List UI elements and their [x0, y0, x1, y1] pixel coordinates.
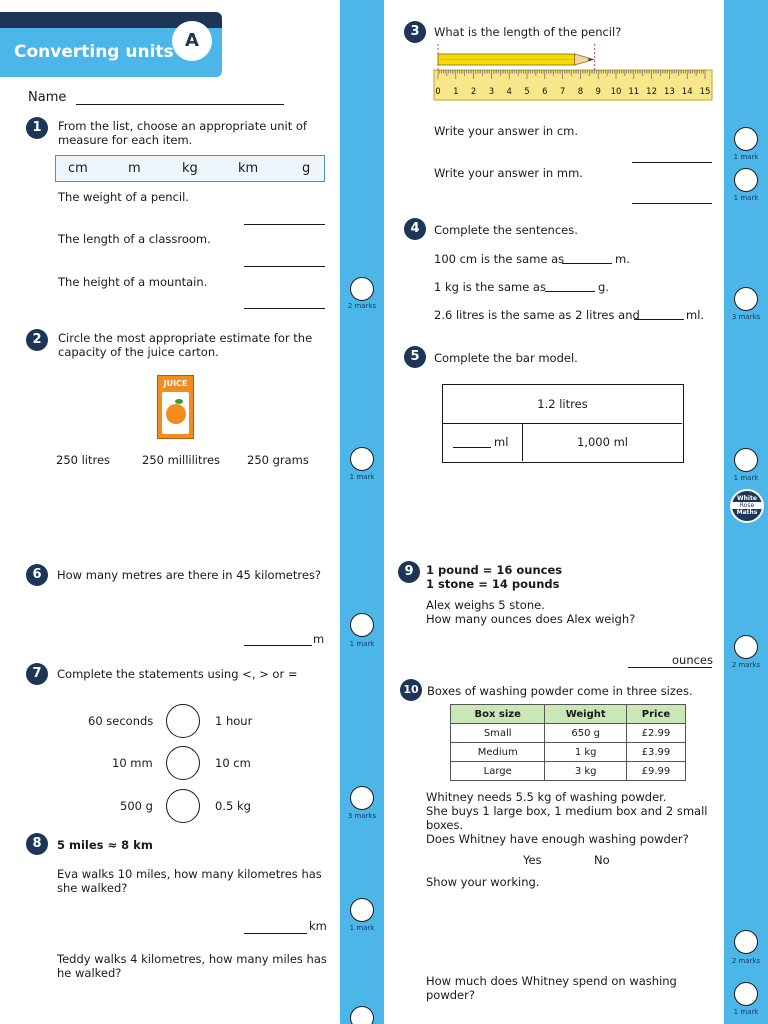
name-label: Name: [28, 90, 67, 105]
q4-answer-line-2[interactable]: [545, 291, 595, 292]
q7-comparison-circle[interactable]: [166, 746, 200, 780]
q3-cm-answer-line[interactable]: [632, 162, 712, 163]
q7-prompt: Complete the statements using <, > or =: [57, 667, 298, 681]
orange-fruit-icon: [166, 404, 186, 424]
q4-sentence-2-end: g.: [598, 280, 609, 294]
ruler-tick-label: 15: [699, 87, 711, 97]
table-cell: Small: [451, 724, 545, 743]
q10-prompt: Boxes of washing powder come in three sizes.: [427, 684, 693, 698]
q6-marks-label: 1 mark: [349, 640, 375, 648]
q10-no-option[interactable]: No: [594, 853, 610, 867]
q6-prompt: How many metres are there in 45 kilometres?: [57, 568, 322, 582]
q7-row-right: 0.5 kg: [215, 799, 251, 813]
question-3-number: 3: [404, 21, 426, 43]
q8-mark-circle[interactable]: [350, 898, 374, 922]
q7-marks-label: 3 marks: [347, 812, 377, 820]
ruler-and-pencil-image: [432, 44, 714, 102]
q2-option[interactable]: 250 litres: [56, 453, 111, 467]
table-row: [451, 743, 686, 762]
q9-line-2: How many ounces does Alex weigh?: [426, 612, 636, 626]
q1-item: The weight of a pencil.: [58, 190, 189, 204]
q1-answer-line[interactable]: [244, 266, 325, 267]
q7-mark-circle[interactable]: [350, 786, 374, 810]
q4-sentence-2-start: 1 kg is the same as: [434, 280, 546, 294]
q8-eva-line2: she walked?: [57, 881, 128, 895]
q2-marks-label: 1 mark: [349, 473, 375, 481]
unit-option: cm: [68, 161, 88, 176]
leaf-icon: [175, 399, 183, 404]
table-cell: 650 g: [545, 724, 627, 743]
version-badge: A: [172, 21, 212, 61]
question-8-number: 8: [26, 833, 48, 855]
q6-answer-line[interactable]: [244, 645, 312, 646]
q3-ask-cm: Write your answer in cm.: [434, 124, 579, 138]
q1-answer-line[interactable]: [244, 308, 325, 309]
ruler-tick-label: 13: [663, 87, 675, 97]
q9-fact-1: 1 pound = 16 ounces: [426, 563, 563, 577]
q9-unit: ounces: [672, 653, 714, 667]
q4-answer-line-1[interactable]: [562, 263, 612, 264]
ruler-tick-label: 4: [506, 87, 512, 97]
q10-spend-line-2: powder?: [426, 988, 475, 1002]
q1-prompt-line1: From the list, choose an appropriate unit of: [58, 119, 307, 133]
table-cell: £2.99: [626, 724, 685, 743]
q1-item: The length of a classroom.: [58, 232, 211, 246]
price-table-header-row: [451, 705, 686, 724]
logo-text-white: White: [737, 495, 757, 502]
q3-prompt: What is the length of the pencil?: [434, 25, 622, 39]
table-cell: 3 kg: [545, 762, 627, 781]
q2-prompt-line1: Circle the most appropriate estimate for the: [58, 331, 313, 345]
question-7-number: 7: [26, 663, 48, 685]
bar-model-whole: [443, 385, 682, 424]
bar-model-answer-line[interactable]: [453, 447, 491, 448]
q8-teddy-line1: Teddy walks 4 kilometres, how many miles has: [57, 952, 327, 966]
q9-answer-line[interactable]: [628, 667, 712, 668]
q10-marks-label-a: 2 marks: [731, 957, 761, 965]
q1-marks-label: 2 marks: [347, 302, 377, 310]
q10-spend-line-1: How much does Whitney spend on washing: [426, 974, 677, 988]
price-table-header: Price: [626, 705, 685, 724]
juice-carton-image: [157, 375, 194, 439]
logo-text-rose: Rose: [732, 502, 762, 509]
question-4-number: 4: [404, 218, 426, 240]
q10-line-1: Whitney needs 5.5 kg of washing powder.: [426, 790, 667, 804]
q3-mm-marks-label: 1 mark: [733, 194, 759, 202]
q8-fact: 5 miles ≈ 8 km: [57, 838, 153, 852]
ruler-tick-label: 3: [488, 87, 495, 97]
q10-marks-label-b: 1 mark: [733, 1008, 759, 1016]
q8-eva-line1: Eva walks 10 miles, how many kilometres has: [57, 867, 322, 881]
logo-text-maths: Maths: [736, 509, 758, 516]
q4-answer-line-3[interactable]: [634, 319, 684, 320]
q9-fact-2: 1 stone = 14 pounds: [426, 577, 560, 591]
question-6-number: 6: [26, 564, 48, 586]
q6-unit: m: [313, 632, 325, 646]
q10-line-2: She buys 1 large box, 1 medium box and 2 small: [426, 804, 708, 818]
q1-mark-circle[interactable]: [350, 277, 374, 301]
q7-row-right: 1 hour: [215, 714, 253, 728]
q4-prompt: Complete the sentences.: [434, 223, 578, 237]
q7-comparison-circle[interactable]: [166, 789, 200, 823]
q5-marks-label: 1 mark: [733, 474, 759, 482]
q4-sentence-3-end: ml.: [686, 308, 705, 322]
q3-cm-mark-circle[interactable]: [734, 127, 758, 151]
q10-mark-circle-a[interactable]: [734, 930, 758, 954]
bar-model-part-left[interactable]: [443, 424, 523, 461]
ruler-tick-label: 7: [559, 87, 566, 97]
ruler-tick-label: 10: [610, 87, 622, 97]
question-1-number: 1: [26, 117, 48, 139]
q8-teddy-line2: he walked?: [57, 966, 122, 980]
ruler-tick-label: 8: [577, 87, 584, 97]
q8-answer-line[interactable]: [244, 933, 307, 934]
bar-model-whole-value: 1.2 litres: [537, 397, 588, 411]
ruler-tick-label: 11: [628, 87, 640, 97]
q7-row-right: 10 cm: [215, 756, 251, 770]
q10-line-4: Does Whitney have enough washing powder?: [426, 832, 689, 846]
unit-option: g: [302, 161, 311, 176]
table-cell: 1 kg: [545, 743, 627, 762]
question-5-number: 5: [404, 346, 426, 368]
ruler-tick-label: 9: [595, 87, 601, 97]
q10-mark-circle-b[interactable]: [734, 982, 758, 1006]
ruler-tick-label: 2: [470, 87, 477, 97]
q7-comparison-circle[interactable]: [166, 704, 200, 738]
bar-model: [442, 384, 684, 463]
pencil-lead: [589, 58, 595, 61]
q2-option[interactable]: 250 grams: [247, 453, 309, 467]
price-table-header: Box size: [451, 705, 545, 724]
q7-row-left: 60 seconds: [88, 714, 154, 728]
unit-list-box: [55, 155, 325, 182]
q4-sentence-1-end: m.: [615, 252, 630, 266]
q8-unit: km: [309, 919, 327, 933]
white-rose-maths-logo: [730, 489, 764, 523]
q9-marks-label: 2 marks: [731, 661, 761, 669]
ruler-tick-label: 1: [453, 87, 459, 97]
q2-option[interactable]: 250 millilitres: [142, 453, 221, 467]
question-2-number: 2: [26, 329, 48, 351]
page-title: Converting units: [14, 42, 174, 62]
q3-ask-mm: Write your answer in mm.: [434, 166, 583, 180]
ruler-tick-label: 6: [542, 87, 548, 97]
unit-option: m: [128, 161, 141, 176]
q9-line-1: Alex weighs 5 stone.: [426, 598, 545, 612]
q2-mark-circle[interactable]: [350, 447, 374, 471]
pencil-tip: [575, 54, 589, 65]
q3-mm-mark-circle[interactable]: [734, 168, 758, 192]
q4-mark-circle[interactable]: [734, 287, 758, 311]
bar-model-part-right-value: 1,000 ml: [577, 435, 628, 449]
q8-marks-label: 1 mark: [349, 924, 375, 932]
q6-mark-circle[interactable]: [350, 613, 374, 637]
table-cell: Large: [451, 762, 545, 781]
q4-sentence-1-start: 100 cm is the same as: [434, 252, 565, 266]
q3-cm-marks-label: 1 mark: [733, 153, 759, 161]
q10-yes-option[interactable]: Yes: [523, 853, 542, 867]
left-margin-strip: [340, 0, 384, 1024]
q4-sentence-3-start: 2.6 litres is the same as 2 litres and: [434, 308, 640, 322]
table-cell: Medium: [451, 743, 545, 762]
bar-model-part-right: [523, 424, 682, 461]
ruler-tick-label: 12: [646, 87, 658, 97]
bar-model-part-left-unit: ml: [494, 435, 509, 449]
q7-row-left: 10 mm: [112, 756, 153, 770]
unit-option: kg: [182, 161, 198, 176]
question-9-number: 9: [398, 561, 420, 583]
unit-option: km: [238, 161, 259, 176]
q5-mark-circle[interactable]: [734, 448, 758, 472]
table-cell: £3.99: [626, 743, 685, 762]
q2-prompt-line2: capacity of the juice carton.: [58, 345, 219, 359]
table-cell: £9.99: [626, 762, 685, 781]
ruler-tick-label: 5: [524, 87, 530, 97]
table-row: [451, 724, 686, 743]
q5-prompt: Complete the bar model.: [434, 351, 578, 365]
price-table-header: Weight: [545, 705, 627, 724]
juice-carton-label: JUICE: [163, 379, 188, 388]
q10-working-prompt: Show your working.: [426, 875, 540, 889]
ruler-tick-label: 14: [681, 87, 693, 97]
question-10-number: 10: [400, 679, 422, 701]
name-field[interactable]: [76, 104, 284, 105]
q4-marks-label: 3 marks: [731, 313, 761, 321]
price-table: [450, 704, 686, 781]
q9-mark-circle[interactable]: [734, 635, 758, 659]
q1-item: The height of a mountain.: [58, 275, 208, 289]
q3-mm-answer-line[interactable]: [632, 203, 712, 204]
q7-row-left: 500 g: [120, 799, 153, 813]
table-row: [451, 762, 686, 781]
ruler-tick-label: 0: [435, 87, 441, 97]
q8-second-mark-circle[interactable]: [350, 1006, 374, 1024]
q1-answer-line[interactable]: [244, 224, 325, 225]
q10-line-3: boxes.: [426, 818, 464, 832]
q1-prompt-line2: measure for each item.: [58, 133, 193, 147]
